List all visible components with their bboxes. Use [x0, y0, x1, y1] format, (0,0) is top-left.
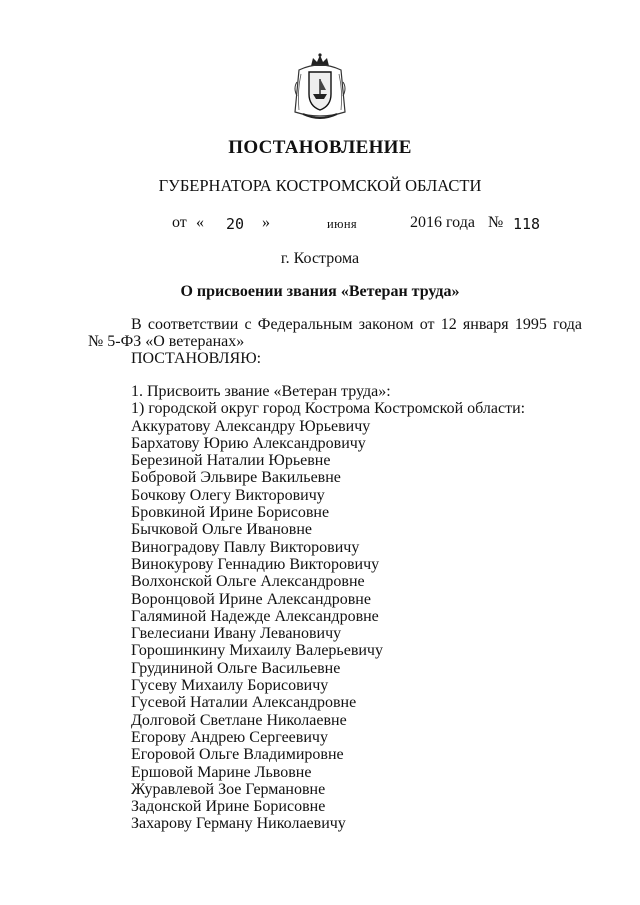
list-item: Воронцовой Ирине Александровне	[131, 590, 371, 608]
date-month: июня	[327, 217, 358, 231]
date-prefix: от	[172, 214, 187, 231]
list-item: Виноградову Павлу Викторовичу	[131, 538, 360, 556]
list-item: Бочкову Олегу Викторовичу	[131, 486, 325, 504]
list-item: Гусеву Михаилу Борисовичу	[131, 677, 329, 695]
list-item: Галяминой Надежде Александровне	[131, 607, 379, 625]
list-item: Долговой Светлане Николаевне	[131, 711, 347, 729]
award-list	[131, 383, 525, 833]
list-item: Винокурову Геннадию Викторовичу	[131, 555, 380, 573]
list-item: Бровкиной Ирине Борисовне	[131, 504, 330, 522]
document-heading: О присвоении звания «Ветеран труда»	[180, 283, 460, 300]
list-item: Егорову Андрею Сергеевичу	[131, 728, 328, 746]
list-item: Гусевой Наталии Александровне	[131, 694, 357, 712]
intro-paragraph	[88, 316, 582, 367]
list-item: Грудининой Ольге Васильевне	[131, 659, 341, 677]
issuer-line: ГУБЕРНАТОРА КОСТРОМСКОЙ ОБЛАСТИ	[158, 176, 482, 195]
list-item: Горошинкину Михаилу Валерьевичу	[131, 642, 383, 660]
list-item: Задонской Ирине Борисовне	[131, 798, 326, 816]
document-number: 118	[513, 215, 541, 233]
date-number-line	[0, 214, 640, 236]
item-heading: 1. Присвоить звание «Ветеран труда»:	[131, 383, 391, 400]
list-item: Журавлевой Зое Германовне	[131, 780, 326, 798]
date-year: 2016 года	[410, 214, 475, 231]
list-item: Ершовой Марине Львовне	[131, 763, 312, 781]
coat-of-arms-icon	[291, 52, 349, 122]
list-item: Бобровой Эльвире Вакильевне	[131, 469, 341, 487]
list-item: Волхонской Ольге Александровне	[131, 573, 365, 591]
city-line: г. Кострома	[280, 250, 360, 267]
document-title: ПОСТАНОВЛЕНИЕ	[228, 137, 412, 158]
date-day: 20	[226, 215, 245, 233]
list-item: Захарову Герману Николаевичу	[131, 815, 346, 833]
list-item: Гвелесиани Ивану Левановичу	[131, 625, 342, 643]
intro-line: № 5-ФЗ «О ветеранах»	[88, 333, 245, 350]
list-item: Аккуратову Александру Юрьевичу	[131, 417, 371, 435]
date-quote-close: »	[262, 214, 270, 231]
subitem-heading: 1) городской округ город Кострома Костромской области:	[131, 400, 526, 418]
date-quote-open: «	[196, 214, 204, 231]
number-sign: №	[488, 214, 504, 231]
list-item: Березиной Наталии Юрьевне	[131, 452, 331, 470]
list-item: Бычковой Ольге Ивановне	[131, 521, 313, 539]
intro-line: В соответствии с Федеральным законом от 12 января 1995 года	[131, 316, 582, 333]
decree-word: ПОСТАНОВЛЯЮ:	[131, 350, 262, 367]
list-item: Бархатову Юрию Александровичу	[131, 434, 366, 452]
list-item: Егоровой Ольге Владимировне	[131, 746, 344, 764]
